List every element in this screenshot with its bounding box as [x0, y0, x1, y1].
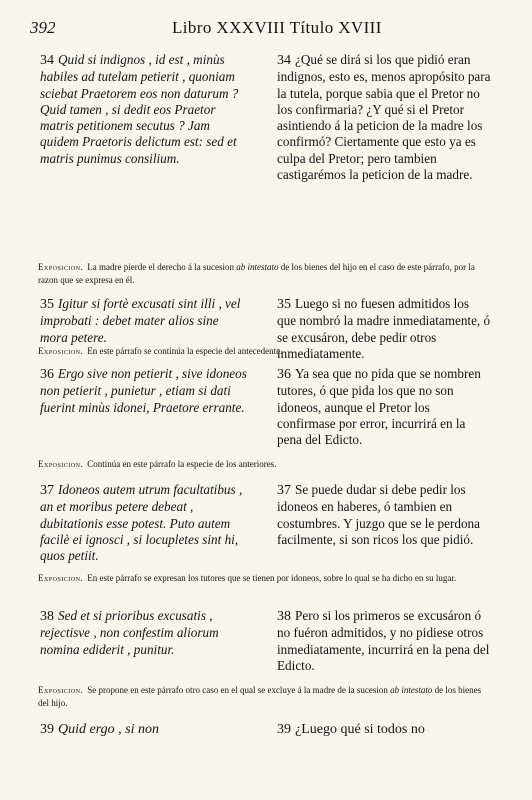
exposition-label: Exposicion.	[38, 346, 84, 356]
spanish-body: Se puede dudar si debe pedir los idoneos en haberes, ó tambien en costumbres. Y juzgo que se le perdona facilmente, si son ricos los que pidió.	[277, 482, 481, 547]
exposition-text-end: de los bienes del hijo.	[38, 685, 482, 708]
exposition-1	[38, 261, 492, 286]
exposition-text: En este párrafo se continúa la especie del antecedente.	[87, 346, 283, 356]
section-number: 39	[277, 722, 291, 737]
section-number: 39	[40, 722, 54, 737]
latin-text	[40, 52, 248, 167]
exposition-5	[38, 684, 492, 709]
latin-text	[40, 608, 248, 658]
latin-body: Igitur si fortè excusati sint illi , vel improbati : debet mater alios sine mora petere.	[40, 296, 241, 345]
spanish-text	[277, 52, 491, 183]
section-number: 35	[40, 297, 54, 312]
latin-text	[40, 482, 248, 564]
spanish-body: Luego si no fuesen admitidos los que nombró la madre inmediatamente, ó se excusáron, debe pedir otros inmediatamente.	[277, 296, 491, 361]
section-number: 36	[277, 367, 291, 382]
section-number: 34	[277, 53, 291, 68]
exposition-text: Se propone en este párrafo otro caso en el qual se excluye á la madre de la sucesion	[87, 685, 391, 695]
section-number: 38	[277, 609, 291, 624]
section-number: 37	[277, 483, 291, 498]
exposition-italic: ab intestato	[236, 262, 279, 272]
page-header	[30, 18, 490, 44]
page-number: 392	[30, 18, 56, 37]
exposition-label: Exposicion.	[38, 685, 84, 695]
spanish-body: ¿Luego qué si todos no	[295, 722, 425, 737]
section-number: 34	[40, 53, 54, 68]
spanish-text	[277, 722, 491, 738]
latin-body: Sed et si prioribus excusatis , rejectisve , non confestim aliorum nomina ediderit , punitur.	[40, 608, 219, 657]
exposition-4	[38, 572, 492, 585]
latin-body: Quid si indignos , id est , minùs habiles ad tutelam petierit , quoniam sciebat Praetorem eos non daturum ? Quid tamen , si dedit eos Praetor matris petitionem secutus ? Jam quidem Praetoris delictum est: sed et matris punimus consilium.	[40, 52, 239, 166]
section-number: 37	[40, 483, 54, 498]
exposition-text: Continúa en este párrafo la especie de los anteriores.	[87, 459, 277, 469]
exposition-text: La madre pierde el derecho á la sucesion	[87, 262, 237, 272]
latin-body: Quid ergo , si non	[58, 722, 159, 737]
spanish-text	[277, 366, 491, 448]
exposition-text: En este párrafo se expresan los tutores que se tienen por idoneos, sobre lo qual se ha dicho en su lugar.	[87, 573, 457, 583]
latin-text	[40, 296, 248, 346]
exposition-label: Exposicion.	[38, 573, 84, 583]
exposition-text-end: de los bienes del hijo en el caso de este párrafo, por la razon que se expresa en él.	[38, 262, 475, 285]
spanish-body: Pero si los primeros se excusáron ó no fuéron admitidos, y no pidiese otros inmediatamente, incurrirá en la pena del Edicto.	[277, 608, 490, 673]
exposition-3	[38, 458, 492, 471]
spanish-text	[277, 482, 491, 548]
spanish-body: Ya sea que no pida que se nombren tutores, ó que pida los que no son idoneos, aunque el Pretor los confirmase por error, incurrirá en la pena del Edicto.	[277, 366, 481, 448]
latin-body: Ergo sive non petierit , sive idoneos non petierit , punietur , etiam si dati fuerint minùs idonei, Praetore errante.	[40, 366, 247, 415]
latin-text	[40, 366, 248, 416]
exposition-label: Exposicion.	[38, 459, 84, 469]
latin-body: Idoneos autem utrum facultatibus , an et moribus petere debeat , dubitationis esse potest. Puto autem facilè ei ignosci , si locupletes sint hi, quos petiit.	[40, 482, 243, 564]
section-number: 38	[40, 609, 54, 624]
section-number: 35	[277, 297, 291, 312]
spanish-text	[277, 608, 491, 674]
exposition-italic: ab intestato	[390, 685, 433, 695]
running-head: Libro XXXVIII Título XVIII	[172, 18, 382, 37]
spanish-body: ¿Qué se dirá si los que pidió eran indignos, esto es, menos apropósito para la tutela, porque sabia que el Pretor no los confirmaria? ¿Y qué si el Pretor asintiendo á la peticion de la madre los confirmó? Ciertamente que esto ya es culpa del Pretor; pero tambien castigarémos la peticion de la madre.	[277, 52, 491, 183]
exposition-2	[38, 345, 492, 358]
latin-text	[40, 722, 248, 738]
section-number: 36	[40, 367, 54, 382]
exposition-label: Exposicion.	[38, 262, 84, 272]
